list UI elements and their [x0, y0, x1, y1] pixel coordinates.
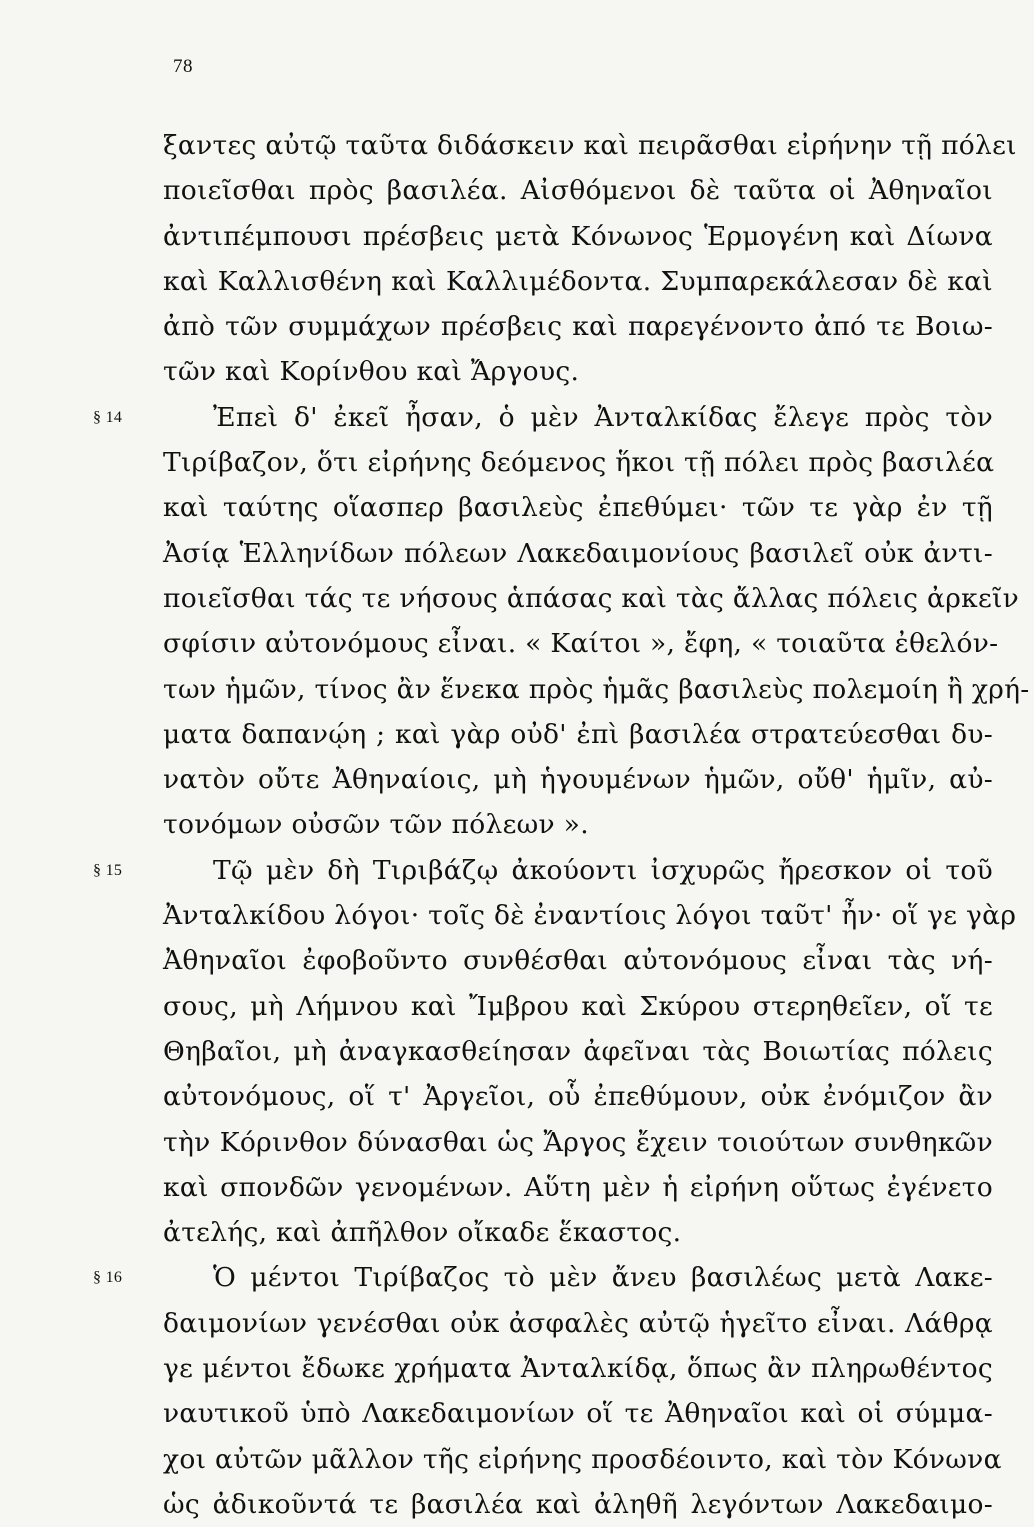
text-line: ναυτικοῦ ὑπὸ Λακεδαιμονίων οἵ τε Ἀθηναῖοι καὶ οἱ σύμμα-	[163, 1398, 993, 1430]
text-line: ποιεῖσθαι τάς τε νήσους ἁπάσας καὶ τὰς ἄλλας πόλεις ἀρκεῖν	[163, 582, 1020, 614]
text-line: καὶ ταύτης οἵασπερ βασιλεὺς ἐπεθύμει· τῶν τε γὰρ ἐν τῇ	[163, 492, 993, 524]
text-line: τῶν καὶ Κορίνθου καὶ Ἄργους.	[163, 356, 580, 388]
section-marker: § 16	[93, 1269, 123, 1287]
text-line: αὐτονόμους, οἵ τ' Ἀργεῖοι, οὗ ἐπεθύμουν, οὐκ ἐνόμιζον ἂν	[163, 1081, 993, 1113]
text-line: Ἀνταλκίδου λόγοι· τοῖς δὲ ἐναντίοις λόγοι ταῦτ' ἦν· οἵ γε γὰρ	[163, 900, 1017, 932]
text-line: των ἡμῶν, τίνος ἂν ἕνεκα πρὸς ἡμᾶς βασιλεὺς πολεμοίη ἢ χρή-	[163, 673, 1030, 705]
text-line: Ἀθηναῖοι ἐφοβοῦντο συνθέσθαι αὐτονόμους εἶναι τὰς νή-	[163, 945, 993, 977]
text-line: ἀτελής, καὶ ἀπῆλθον οἴκαδε ἕκαστος.	[163, 1217, 682, 1249]
text-line: § 16 Ὁ μέντοι Τιρίβαζος τὸ μὲν ἄνευ βασιλέως μετὰ Λακε-	[163, 1255, 993, 1300]
text-line: ποιεῖσθαι πρὸς βασιλέα. Αἰσθόμενοι δὲ ταῦτα οἱ Ἀθηναῖοι	[163, 175, 993, 207]
text-line: ἀπὸ τῶν συμμάχων πρέσβεις καὶ παρεγένοντο ἀπό τε Βοιω-	[163, 311, 993, 343]
text-line: τὴν Κόρινθον δύνασθαι ὡς Ἄργος ἔχειν τοιούτων συνθηκῶν	[163, 1126, 993, 1158]
text-line: ἀντιπέμπουσι πρέσβεις μετὰ Κόνωνος Ἑρμογένη καὶ Δίωνα	[163, 220, 993, 252]
text-line: § 14 Ἐπεὶ δ' ἐκεῖ ἦσαν, ὁ μὲν Ἀνταλκίδας ἔλεγε πρὸς τὸν	[163, 395, 993, 440]
text-line: νατὸν οὔτε Ἀθηναίοις, μὴ ἡγουμένων ἡμῶν, οὔθ' ἡμῖν, αὐ-	[163, 764, 993, 796]
text-line: καὶ Καλλισθένη καὶ Καλλιμέδοντα. Συμπαρεκάλεσαν δὲ καὶ	[163, 265, 993, 297]
text-line: ὡς ἀδικοῦντά τε βασιλέα καὶ ἀληθῆ λεγόντων Λακεδαιμο-	[163, 1488, 993, 1520]
text-line: σφίσιν αὐτονόμους εἶναι. « Καίτοι », ἔφη, « τοιαῦτα ἐθελόν-	[163, 628, 999, 660]
text-line: ξαντες αὐτῷ ταῦτα διδάσκειν καὶ πειρᾶσθαι εἰρήνην τῇ πόλει	[163, 130, 1017, 161]
text-line: ματα δαπανῴη ; καὶ γὰρ οὐδ' ἐπὶ βασιλέα στρατεύεσθαι δυ-	[163, 718, 993, 750]
text-line: Τιρίβαζον, ὅτι εἰρήνης δεόμενος ἥκοι τῇ πόλει πρὸς βασιλέα	[163, 447, 995, 479]
section-marker: § 14	[93, 408, 123, 426]
text-line: Θηβαῖοι, μὴ ἀναγκασθείησαν ἀφεῖναι τὰς Βοιωτίας πόλεις	[163, 1035, 993, 1067]
section-marker: § 15	[93, 861, 123, 879]
text-line: χοι αὐτῶν μᾶλλον τῆς εἰρήνης προσδέοιντο, καὶ τὸν Κόνωνα	[163, 1443, 1002, 1475]
page-number: 78	[173, 56, 193, 77]
text-line: γε μέντοι ἔδωκε χρήματα Ἀνταλκίδᾳ, ὅπως ἂν πληρωθέντος	[163, 1353, 993, 1385]
text-line: καὶ σπονδῶν γενομένων. Αὕτη μὲν ἡ εἰρήνη οὕτως ἐγένετο	[163, 1171, 993, 1203]
text-line: Ἀσίᾳ Ἑλληνίδων πόλεων Λακεδαιμονίους βασιλεῖ οὐκ ἀντι-	[163, 537, 993, 569]
text-line: § 15 Τῷ μὲν δὴ Τιριβάζῳ ἀκούοντι ἰσχυρῶς ἤρεσκον οἱ τοῦ	[163, 848, 993, 893]
text-line: τονόμων οὐσῶν τῶν πόλεων ».	[163, 809, 589, 841]
text-line: σους, μὴ Λήμνου καὶ Ἴμβρου καὶ Σκύρου στερηθεῖεν, οἵ τε	[163, 990, 993, 1022]
text-line: δαιμονίων γενέσθαι οὐκ ἀσφαλὲς αὐτῷ ἡγεῖτο εἶναι. Λάθρᾳ	[163, 1307, 993, 1339]
main-text	[93, 123, 1030, 1527]
